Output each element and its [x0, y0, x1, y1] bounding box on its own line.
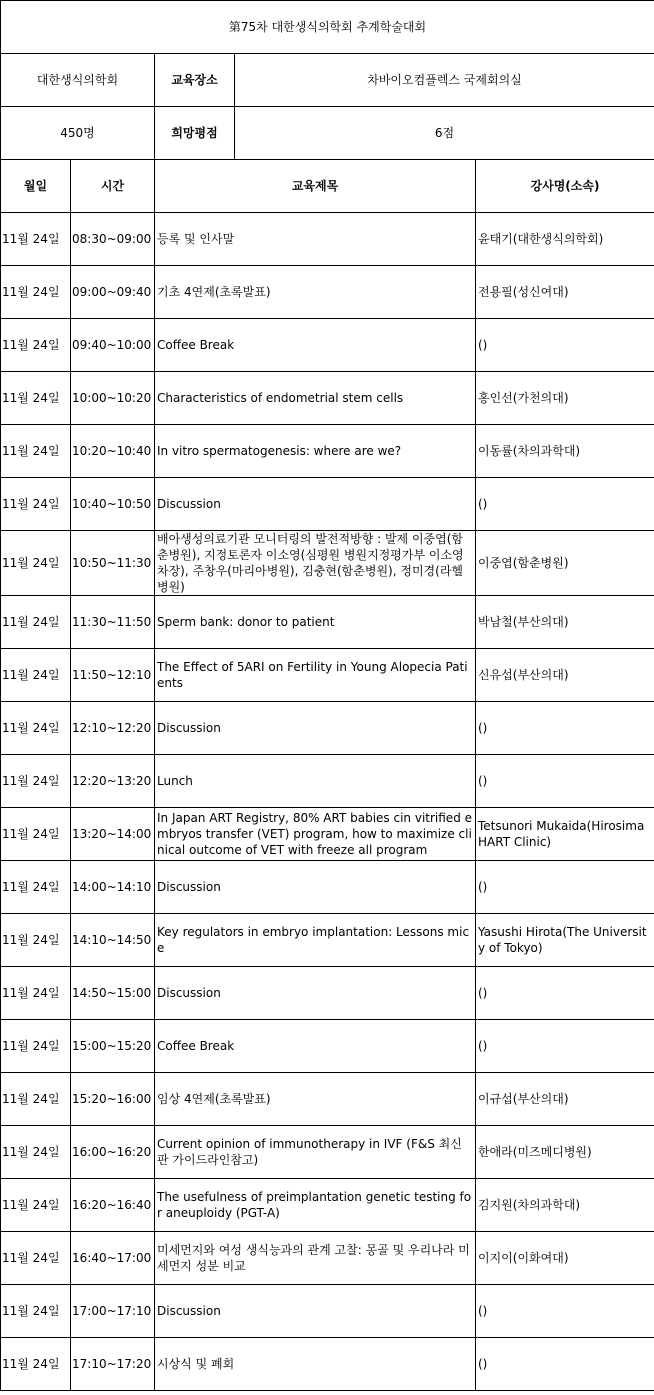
- row-date: 11월 24일: [1, 967, 71, 1020]
- row-time: 09:00~09:40: [71, 266, 155, 319]
- row-date: 11월 24일: [1, 596, 71, 649]
- row-subject: Characteristics of endometrial stem cells: [155, 372, 476, 425]
- venue-value: 차바이오컴플렉스 국제회의실: [235, 54, 654, 107]
- row-date: 11월 24일: [1, 649, 71, 702]
- table-row: [1, 213, 654, 266]
- row-date: 11월 24일: [1, 1020, 71, 1073]
- row-time: 14:10~14:50: [71, 914, 155, 967]
- table-row: [1, 914, 654, 967]
- row-subject: 배아생성의료기관 모니터링의 발전적방향 : 발제 이중엽(함춘병원), 지정토론자 이소영(심평원 병원지정평가부 이소영차장), 주창우(마리아병원), 김충현(함춘병원), 정미경(라헬병원): [155, 531, 476, 596]
- table-row: [1, 1020, 654, 1073]
- organizer-cell: 대한생식의학회: [1, 54, 155, 107]
- row-time: 16:40~17:00: [71, 1232, 155, 1285]
- table-row: [1, 531, 654, 596]
- table-row: [1, 808, 654, 861]
- row-subject: 시상식 및 폐회: [155, 1338, 476, 1391]
- row-subject: Discussion: [155, 1285, 476, 1338]
- row-lecturer: 전용필(성신여대): [476, 266, 654, 319]
- row-lecturer: (): [476, 319, 654, 372]
- row-time: 10:50~11:30: [71, 531, 155, 596]
- row-lecturer: 이규섭(부산의대): [476, 1073, 654, 1126]
- row-date: 11월 24일: [1, 266, 71, 319]
- row-date: 11월 24일: [1, 1232, 71, 1285]
- row-date: 11월 24일: [1, 1338, 71, 1391]
- row-time: 13:20~14:00: [71, 808, 155, 861]
- row-lecturer: 김지원(차의과학대): [476, 1179, 654, 1232]
- row-date: 11월 24일: [1, 213, 71, 266]
- table-row: [1, 478, 654, 531]
- row-subject: Lunch: [155, 755, 476, 808]
- row-time: 12:10~12:20: [71, 702, 155, 755]
- row-subject: Key regulators in embryo implantation: Lessons mice: [155, 914, 476, 967]
- row-date: 11월 24일: [1, 372, 71, 425]
- row-lecturer: 홍인선(가천의대): [476, 372, 654, 425]
- header-lecturer: 강사명(소속): [476, 160, 654, 213]
- header-time: 시간: [71, 160, 155, 213]
- row-subject: The usefulness of preimplantation genetic testing for aneuploidy (PGT-A): [155, 1179, 476, 1232]
- table-row: [1, 1073, 654, 1126]
- row-date: 11월 24일: [1, 702, 71, 755]
- table-row: [1, 372, 654, 425]
- row-time: 11:50~12:10: [71, 649, 155, 702]
- venue-label: 교육장소: [155, 54, 235, 107]
- row-lecturer: 윤태기(대한생식의학회): [476, 213, 654, 266]
- row-lecturer: (): [476, 861, 654, 914]
- row-date: 11월 24일: [1, 808, 71, 861]
- row-date: 11월 24일: [1, 861, 71, 914]
- info-row-venue: [1, 54, 654, 107]
- row-subject: Discussion: [155, 702, 476, 755]
- row-lecturer: 이중엽(함춘병원): [476, 531, 654, 596]
- row-lecturer: (): [476, 1285, 654, 1338]
- row-date: 11월 24일: [1, 478, 71, 531]
- row-lecturer: 이동률(차의과학대): [476, 425, 654, 478]
- rating-value: 6점: [235, 107, 654, 160]
- row-time: 16:20~16:40: [71, 1179, 155, 1232]
- page-title: 第75차 대한생식의학회 추계학술대회: [1, 1, 654, 54]
- row-time: 14:00~14:10: [71, 861, 155, 914]
- row-subject: Sperm bank: donor to patient: [155, 596, 476, 649]
- row-lecturer: (): [476, 967, 654, 1020]
- row-time: 16:00~16:20: [71, 1126, 155, 1179]
- row-lecturer: Tetsunori Mukaida(Hirosima HART Clinic): [476, 808, 654, 861]
- table-row: [1, 425, 654, 478]
- header-row: [1, 160, 654, 213]
- row-time: 14:50~15:00: [71, 967, 155, 1020]
- row-time: 09:40~10:00: [71, 319, 155, 372]
- row-subject: In Japan ART Registry, 80% ART babies cin vitrified embryos transfer (VET) program, how to maximize clinical outcome of VET with freeze all program: [155, 808, 476, 861]
- header-subject: 교육제목: [155, 160, 476, 213]
- row-lecturer: 한애라(미즈메디병원): [476, 1126, 654, 1179]
- row-lecturer: (): [476, 1338, 654, 1391]
- row-lecturer: 이지이(이화여대): [476, 1232, 654, 1285]
- row-lecturer: 박남철(부산의대): [476, 596, 654, 649]
- attendees-cell: 450명: [1, 107, 155, 160]
- table-row: [1, 319, 654, 372]
- row-date: 11월 24일: [1, 1073, 71, 1126]
- row-time: 12:20~13:20: [71, 755, 155, 808]
- row-subject: 등록 및 인사말: [155, 213, 476, 266]
- row-time: 17:00~17:10: [71, 1285, 155, 1338]
- row-subject: The Effect of 5ARI on Fertility in Young Alopecia Patients: [155, 649, 476, 702]
- table-row: [1, 861, 654, 914]
- row-lecturer: (): [476, 702, 654, 755]
- table-row: [1, 1126, 654, 1179]
- row-subject: Coffee Break: [155, 1020, 476, 1073]
- table-row: [1, 702, 654, 755]
- info-row-rating: [1, 107, 654, 160]
- row-time: 08:30~09:00: [71, 213, 155, 266]
- row-subject: Discussion: [155, 967, 476, 1020]
- row-subject: Discussion: [155, 861, 476, 914]
- table-row: [1, 596, 654, 649]
- table-row: [1, 755, 654, 808]
- table-row: [1, 1179, 654, 1232]
- row-subject: 미세먼지와 여성 생식능과의 관계 고찰: 몽골 및 우리나라 미세먼지 성분 비교: [155, 1232, 476, 1285]
- row-date: 11월 24일: [1, 425, 71, 478]
- row-lecturer: 신유섭(부산의대): [476, 649, 654, 702]
- rating-label: 희망평점: [155, 107, 235, 160]
- row-time: 10:00~10:20: [71, 372, 155, 425]
- row-time: 17:10~17:20: [71, 1338, 155, 1391]
- table-row: [1, 1232, 654, 1285]
- table-row: [1, 649, 654, 702]
- row-subject: In vitro spermatogenesis: where are we?: [155, 425, 476, 478]
- row-time: 10:40~10:50: [71, 478, 155, 531]
- row-date: 11월 24일: [1, 319, 71, 372]
- row-subject: Discussion: [155, 478, 476, 531]
- row-subject: 기초 4연제(초록발표): [155, 266, 476, 319]
- title-row: [1, 1, 654, 54]
- row-date: 11월 24일: [1, 1179, 71, 1232]
- table-row: [1, 1338, 654, 1391]
- row-date: 11월 24일: [1, 1126, 71, 1179]
- row-time: 15:20~16:00: [71, 1073, 155, 1126]
- row-subject: Coffee Break: [155, 319, 476, 372]
- row-time: 11:30~11:50: [71, 596, 155, 649]
- row-date: 11월 24일: [1, 914, 71, 967]
- row-date: 11월 24일: [1, 531, 71, 596]
- row-time: 15:00~15:20: [71, 1020, 155, 1073]
- row-subject: Current opinion of immunotherapy in IVF (F&S 최신판 가이드라인참고): [155, 1126, 476, 1179]
- row-date: 11월 24일: [1, 755, 71, 808]
- row-date: 11월 24일: [1, 1285, 71, 1338]
- row-lecturer: (): [476, 1020, 654, 1073]
- row-lecturer: (): [476, 755, 654, 808]
- table-row: [1, 1285, 654, 1338]
- table-row: [1, 266, 654, 319]
- row-time: 10:20~10:40: [71, 425, 155, 478]
- row-lecturer: (): [476, 478, 654, 531]
- header-date: 월일: [1, 160, 71, 213]
- row-lecturer: Yasushi Hirota(The University of Tokyo): [476, 914, 654, 967]
- row-subject: 임상 4연제(초록발표): [155, 1073, 476, 1126]
- table-row: [1, 967, 654, 1020]
